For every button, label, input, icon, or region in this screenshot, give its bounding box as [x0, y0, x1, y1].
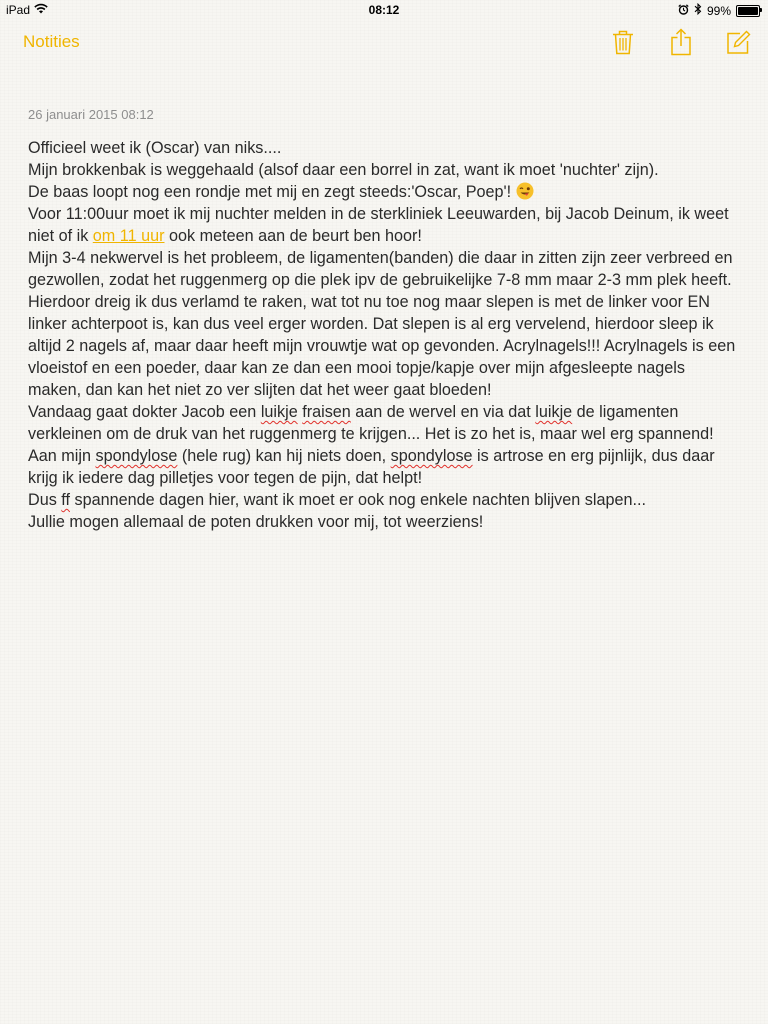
misspelled-word[interactable]: spondylose: [390, 447, 473, 465]
misspelled-word[interactable]: luikje: [535, 403, 573, 421]
share-icon[interactable]: [668, 28, 694, 56]
battery-icon: [736, 5, 760, 17]
battery-level: [738, 7, 758, 15]
note-text: (hele rug) kan hij niets doen,: [177, 447, 391, 465]
misspelled-word[interactable]: luikje: [260, 403, 298, 421]
note-paragraph: [28, 401, 740, 445]
trash-icon[interactable]: [610, 28, 636, 56]
note-text: De baas loopt nog een rondje met mij en zegt steeds:'Oscar, Poep'!: [28, 183, 512, 201]
time-link[interactable]: om 11 uur: [92, 227, 165, 245]
note-body[interactable]: [28, 137, 740, 533]
note-date: 26 januari 2015 08:12: [28, 107, 154, 122]
bluetooth-icon: [694, 3, 702, 18]
note-text: aan de wervel en via dat: [350, 403, 536, 421]
note-line: Mijn brokkenbak is weggehaald (alsof daar een borrel in zat, want ik moet 'nuchter' zijn).: [28, 161, 659, 179]
note-line: [28, 489, 740, 511]
note-text: is artrose en erg pijnlijk, dus daar krijg ik iedere dag pilletjes voor tegen de pijn, dat helpt!: [28, 447, 715, 487]
note-line: [28, 203, 740, 247]
note-text: Aan mijn: [28, 447, 96, 465]
note-paragraph: [28, 445, 740, 489]
note-text: spannende dagen hier, want ik moet er ook nog enkele nachten blijven slapen...: [70, 491, 646, 509]
back-to-notes-button[interactable]: Notities: [23, 32, 80, 51]
note-paragraph: Mijn 3-4 nekwervel is het probleem, de ligamenten(banden) die daar in zitten zijn zeer verbreed en gezwollen, zodat het ruggenmerg op die plek ipv de gebruikelijke 7-8 mm maar 2-3 mm plek heeft. Hierdoor dreig ik dus verlamd te raken, wat tot nu toe nog maar slepen is met de linker voor EN linker achterpoot is, kan dus veel erger worden. Dat slepen is al erg vervelend, hierdoor sleep ik altijd 2 nagels af, maar daar heeft mijn vrouwtje wat op gevonden. Acrylnagels!!! Acrylnagels is een vloeistof en een poeder, daar kan ze dan een mooi topje/kapje over mijn afgesleepte nagels maken, dan kan het niet zo ver slijten dat het weer gaat bloeden!: [28, 249, 736, 399]
note-line: [28, 181, 740, 203]
misspelled-word[interactable]: spondylose: [95, 447, 178, 465]
note-line: Officieel weet ik (Oscar) van niks....: [28, 139, 282, 157]
winking-tongue-emoji: [516, 182, 534, 200]
alarm-icon: [678, 4, 689, 18]
status-bar: [0, 0, 768, 22]
note-text: de ligamenten verkleinen om de druk van het ruggenmerg te krijgen... Het is zo het is, maar wel erg spannend!: [28, 403, 714, 443]
note-line: Jullie mogen allemaal de poten drukken voor mij, tot weerziens!: [28, 513, 484, 531]
note-text: ook meteen aan de beurt ben hoor!: [164, 227, 422, 245]
note-text: Voor 11:00uur moet ik mij nuchter melden in de sterkliniek Leeuwarden, bij Jacob Deinum, ik weet niet of ik: [28, 205, 729, 245]
misspelled-word[interactable]: ff: [61, 491, 70, 509]
toolbar-actions: [610, 28, 752, 56]
note-text: Dus: [28, 491, 62, 509]
status-right: [678, 3, 760, 18]
device-label: iPad: [6, 3, 31, 17]
compose-icon[interactable]: [726, 28, 752, 56]
battery-percentage: 99%: [706, 3, 731, 18]
note-text: Vandaag gaat dokter Jacob een: [28, 403, 261, 421]
misspelled-word[interactable]: fraisen: [302, 403, 351, 421]
status-time: 08:12: [368, 3, 400, 17]
navigation-bar: [0, 22, 768, 66]
